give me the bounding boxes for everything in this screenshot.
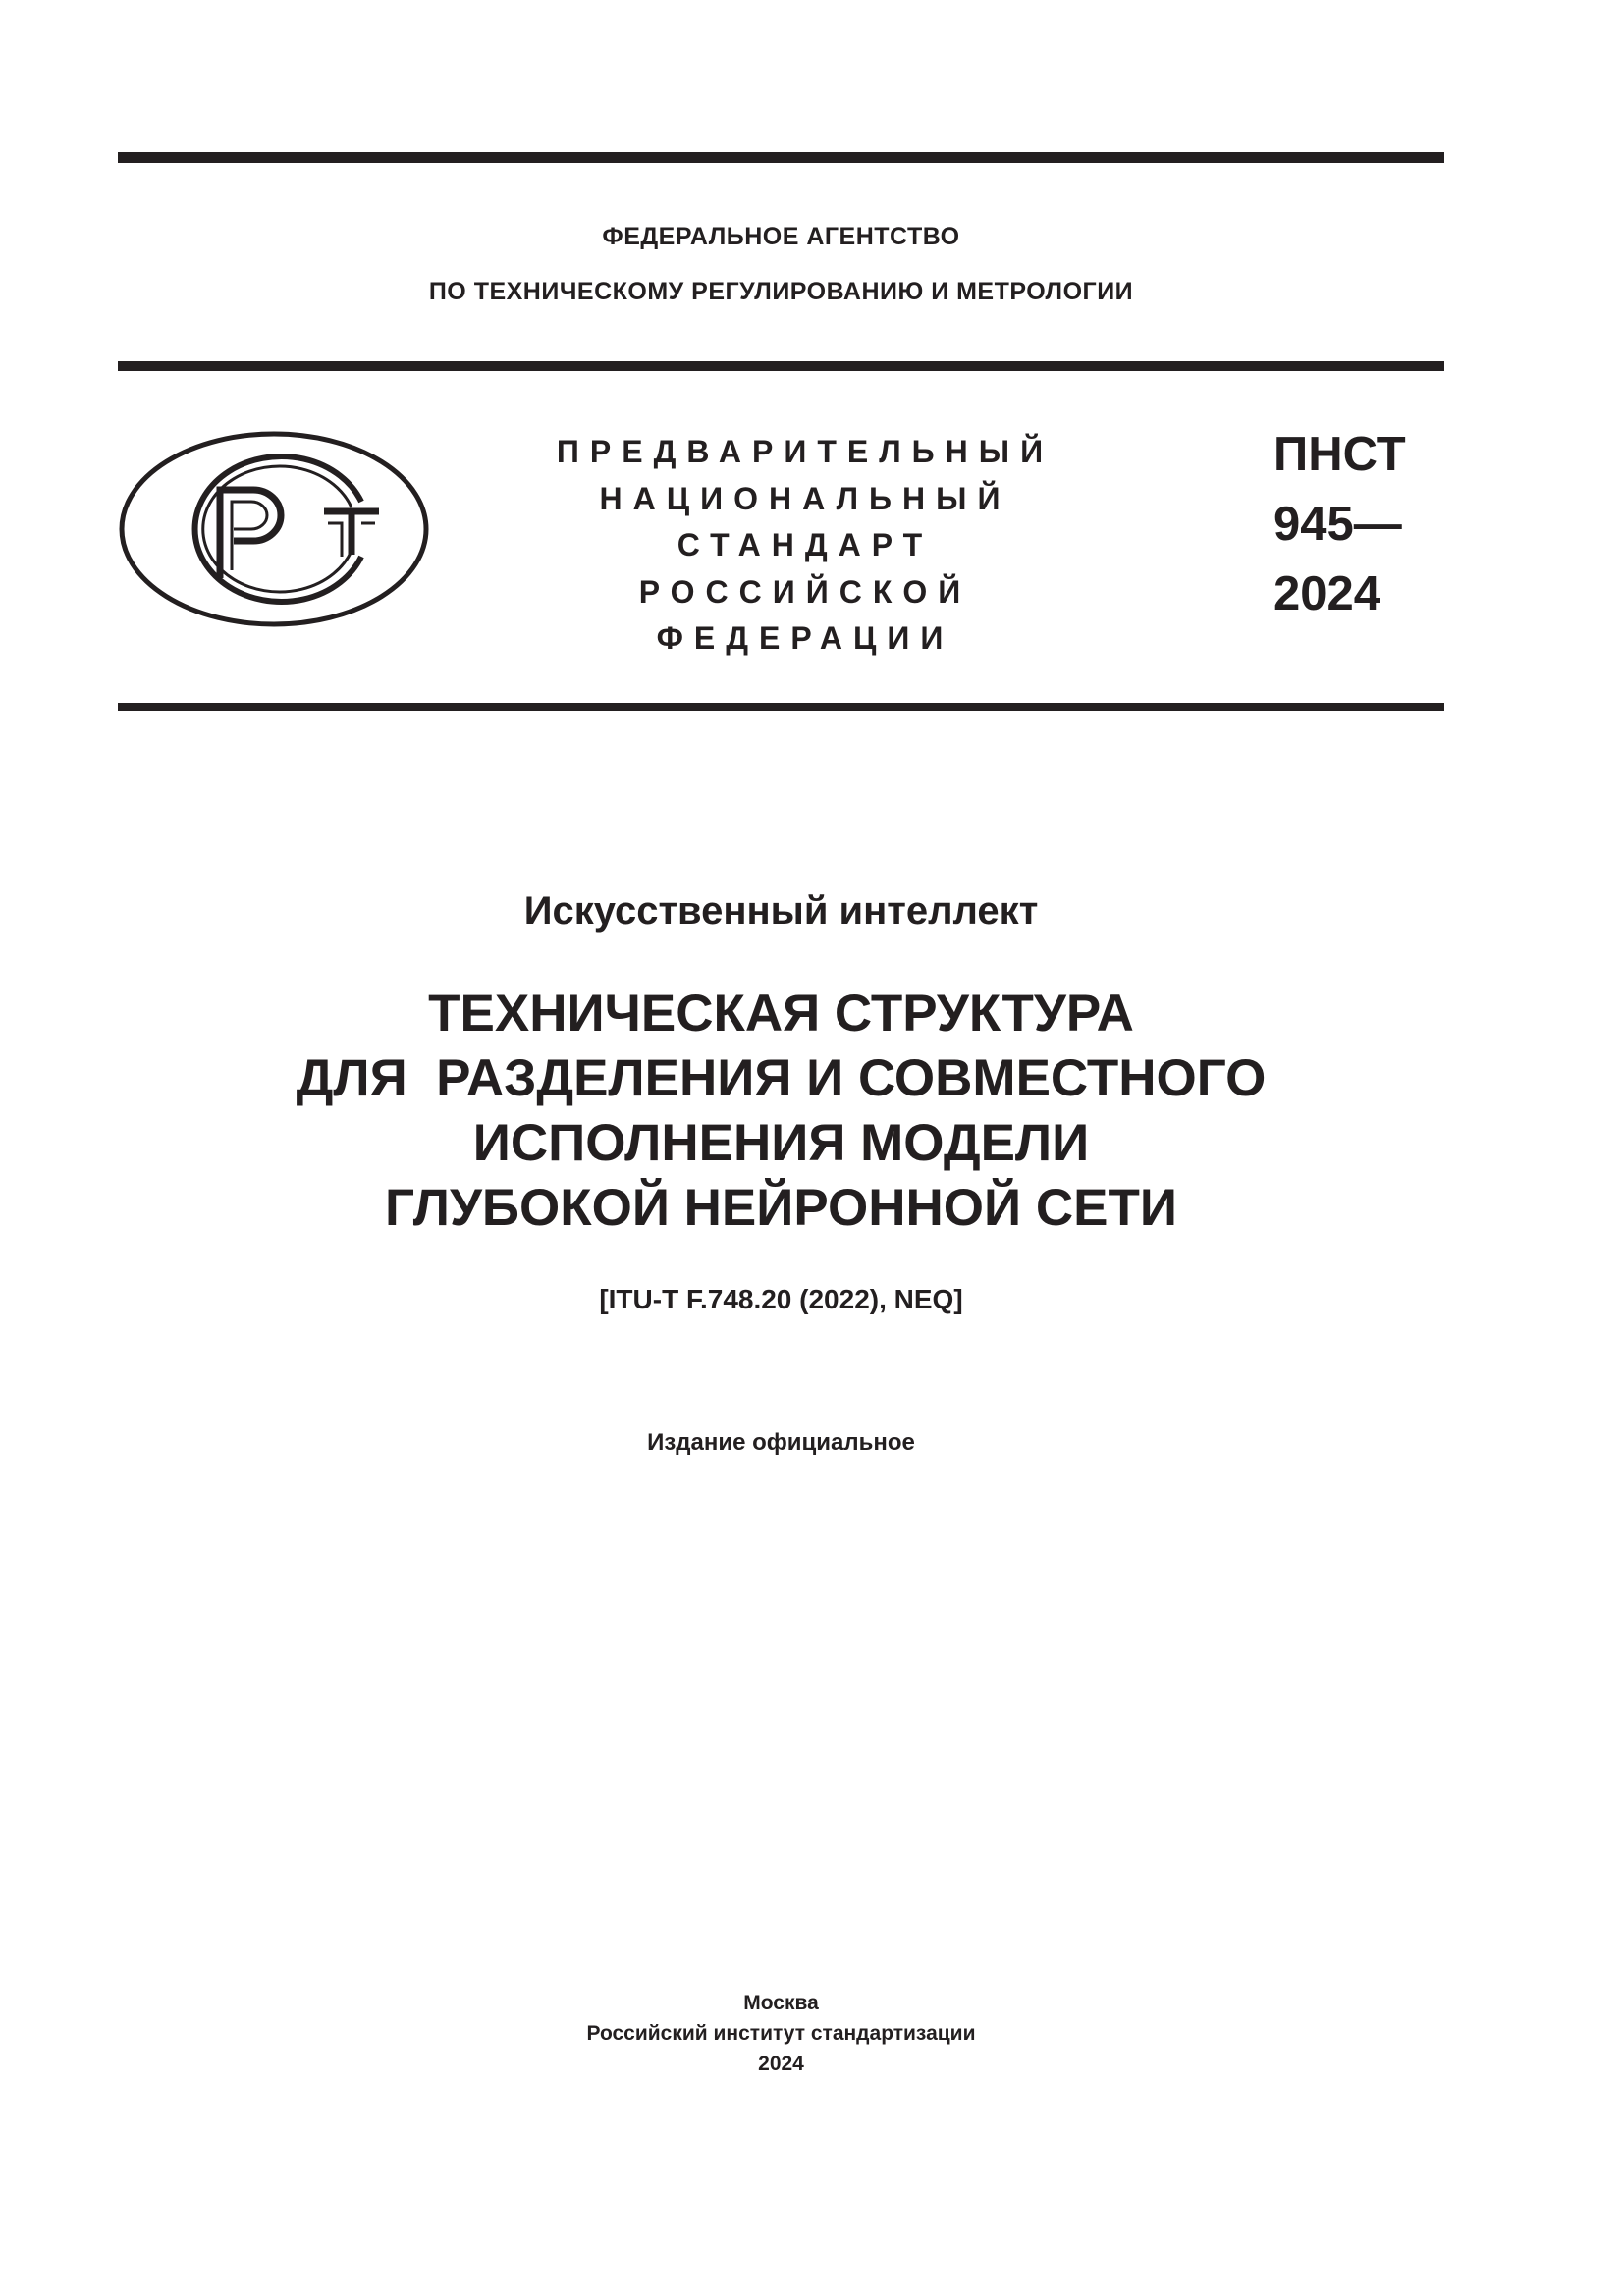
agency-name-line-2: ПО ТЕХНИЧЕСКОМУ РЕГУЛИРОВАНИЮ И МЕТРОЛОГИИ (428, 278, 1134, 305)
rst-logo-icon (118, 429, 430, 629)
title-line: ИСПОЛНЕНИЯ МОДЕЛИ (472, 1114, 1090, 1172)
designation-line: ПНСТ (1273, 428, 1406, 481)
imprint-city: Москва (743, 1992, 819, 2014)
document-title (118, 982, 1444, 1241)
section-rule (118, 703, 1444, 711)
imprint-year: 2024 (758, 2053, 804, 2075)
standard-designation (1273, 420, 1406, 629)
header-rule (118, 361, 1444, 371)
imprint-publisher: Российский институт стандартизации (586, 2022, 976, 2045)
top-rule (118, 152, 1444, 163)
designation-line: 945— (1273, 498, 1402, 551)
edition-label: Издание официальное (647, 1429, 915, 1456)
title-line: ГЛУБОКОЙ НЕЙРОННОЙ СЕТИ (385, 1179, 1177, 1237)
title-line: ДЛЯ РАЗДЕЛЕНИЯ И СОВМЕСТНОГО (296, 1049, 1267, 1107)
title-line: ТЕХНИЧЕСКАЯ СТРУКТУРА (428, 985, 1134, 1042)
rst-mark-logo (118, 429, 430, 629)
standard-type-heading (511, 429, 1100, 663)
publisher-imprint (118, 1988, 1444, 2079)
designation-line: 2024 (1273, 567, 1381, 620)
international-reference: [ITU-T F.748.20 (2022), NEQ] (599, 1284, 963, 1314)
standard-type-line: ПРЕДВАРИТЕЛЬНЫЙ (556, 434, 1055, 469)
standard-type-line: РОССИЙСКОЙ (638, 573, 972, 610)
standard-type-line: СТАНДАРТ (677, 527, 934, 562)
document-subject: Искусственный интеллект (523, 889, 1039, 933)
agency-name-line-1: ФЕДЕРАЛЬНОЕ АГЕНТСТВО (602, 223, 960, 250)
standard-type-line: ФЕДЕРАЦИИ (656, 620, 954, 656)
standard-type-line: НАЦИОНАЛЬНЫЙ (599, 480, 1011, 516)
